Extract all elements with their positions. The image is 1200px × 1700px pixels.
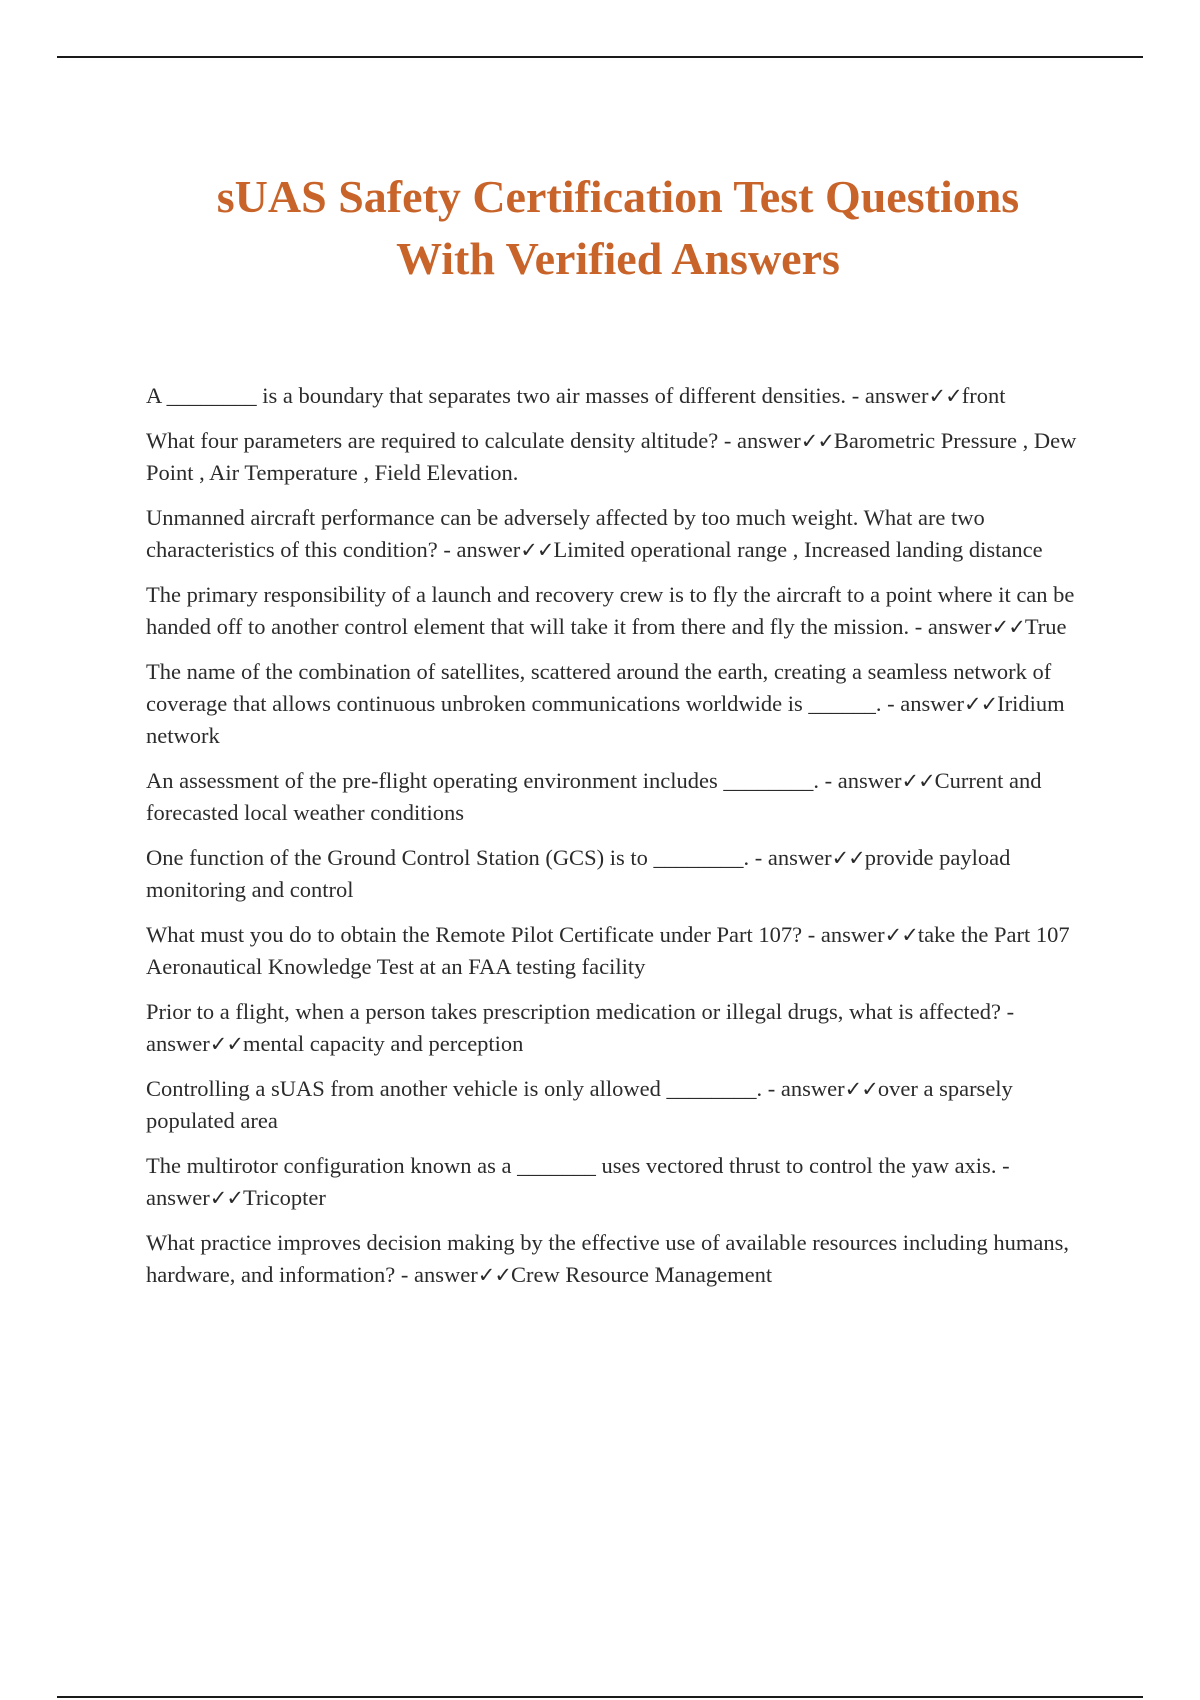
qa-item: An assessment of the pre-flight operating environment includes ________. - answer✓✓Current and forecasted local weather conditions [146,768,1042,825]
answer-text: mental capacity and perception [242,1031,524,1056]
answer-text: True [1024,614,1067,639]
qa-item: The multirotor configuration known as a _______ uses vectored thrust to control the yaw axis. - answer✓✓Tricopter [146,1153,1010,1210]
qa-item: Controlling a sUAS from another vehicle is only allowed ________. - answer✓✓over a sparsely populated area [146,1076,1013,1133]
checkmark-icon: ✓✓ [884,923,918,947]
question-text: Controlling a sUAS from another vehicle is only allowed ________. [146,1076,763,1101]
top-rule [57,56,1143,58]
question-text: The multirotor configuration known as a _______ uses vectored thrust to control the yaw axis. [146,1153,997,1178]
answer-label: answer [820,922,885,947]
answer-text: Barometric Pressure , Dew Point , Air Temperature , Field Elevation. [146,428,1077,485]
checkmark-icon: ✓✓ [901,769,935,793]
answer-label: answer [780,1076,845,1101]
answer-text: provide payload monitoring and control [146,845,1011,902]
checkmark-icon: ✓✓ [800,429,834,453]
answer-text: Limited operational range , Increased landing distance [553,537,1043,562]
question-text: What four parameters are required to calculate density altitude? [146,428,719,453]
answer-text: take the Part 107 Aeronautical Knowledge Test at an FAA testing facility [146,922,1070,979]
answer-label: answer [736,428,801,453]
question-text: The name of the combination of satellites, scattered around the earth, creating a seamless network of coverage that allows continuous unbroken communications worldwide is ______. [146,659,1052,716]
answer-text: over a sparsely populated area [146,1076,1013,1133]
qa-item: What practice improves decision making by the effective use of available resources including humans, hardware, and information? - answer✓✓Crew Resource Management [146,1230,1070,1287]
answer-label: answer [146,1031,210,1056]
question-text: A ________ is a boundary that separates two air masses of different densities. [146,383,847,408]
checkmark-icon: ✓✓ [844,1077,878,1101]
checkmark-icon: ✓✓ [963,692,998,716]
title-line-1: sUAS Safety Certification Test Questions [216,171,1020,222]
qa-item: Prior to a flight, when a person takes prescription medication or illegal drugs, what is affected? - answer✓✓mental capacity and perception [146,999,1015,1056]
checkmark-icon: ✓✓ [991,615,1025,639]
qa-item: Unmanned aircraft performance can be adversely affected by too much weight. What are two characteristics of this condition? - answer✓✓Limited operational range , Increased landing distance [146,505,1043,562]
answer-label: answer [456,537,521,562]
qa-list [146,380,1090,1304]
question-text: What must you do to obtain the Remote Pilot Certificate under Part 107? [146,922,803,947]
title-line-2: With Verified Answers [396,233,840,284]
answer-label: answer [146,1185,210,1210]
qa-item: The name of the combination of satellites, scattered around the earth, creating a seamless network of coverage that allows continuous unbroken communications worldwide is ______. - answer✓✓Iridium network [146,659,1065,748]
answer-label: answer [837,768,902,793]
checkmark-icon: ✓✓ [831,846,865,870]
qa-item: The primary responsibility of a launch and recovery crew is to fly the aircraft to a point where it can be handed off to another control element that will take it from there and fly the mission. - answer✓✓True [146,582,1075,639]
checkmark-icon: ✓✓ [520,538,554,562]
answer-label: answer [864,383,929,408]
qa-item: A ________ is a boundary that separates two air masses of different densities. - answer✓✓front [146,383,1006,408]
question-text: An assessment of the pre-flight operating environment includes ________. [146,768,819,793]
answer-text: front [961,383,1006,408]
qa-item: What four parameters are required to calculate density altitude? - answer✓✓Barometric Pressure , Dew Point , Air Temperature , Field Elevation. [146,428,1077,485]
question-text: Unmanned aircraft performance can be adversely affected by too much weight. What are two characteristics of this condition? [146,505,985,562]
answer-label: answer [900,691,964,716]
answer-text: Tricopter [242,1185,326,1210]
bottom-rule [57,1696,1143,1698]
answer-text: Iridium network [146,691,1065,748]
qa-item: One function of the Ground Control Station (GCS) is to ________. - answer✓✓provide payload monitoring and control [146,845,1011,902]
answer-text: Crew Resource Management [510,1262,773,1287]
qa-item: What must you do to obtain the Remote Pilot Certificate under Part 107? - answer✓✓take the Part 107 Aeronautical Knowledge Test at an FAA testing facility [146,922,1070,979]
checkmark-icon: ✓✓ [209,1032,243,1056]
answer-label: answer [414,1262,478,1287]
answer-text: Current and forecasted local weather conditions [146,768,1042,825]
question-text: What practice improves decision making by the effective use of available resources including humans, hardware, and information? [146,1230,1070,1287]
question-text: One function of the Ground Control Station (GCS) is to ________. [146,845,750,870]
document-title [100,166,1136,290]
question-text: Prior to a flight, when a person takes prescription medication or illegal drugs, what is affected? [146,999,1001,1024]
answer-label: answer [927,614,992,639]
checkmark-icon: ✓✓ [928,384,962,408]
checkmark-icon: ✓✓ [477,1263,511,1287]
answer-label: answer [767,845,832,870]
checkmark-icon: ✓✓ [209,1186,243,1210]
question-text: The primary responsibility of a launch and recovery crew is to fly the aircraft to a point where it can be handed off to another control element that will take it from there and fly the mission. [146,582,1075,639]
